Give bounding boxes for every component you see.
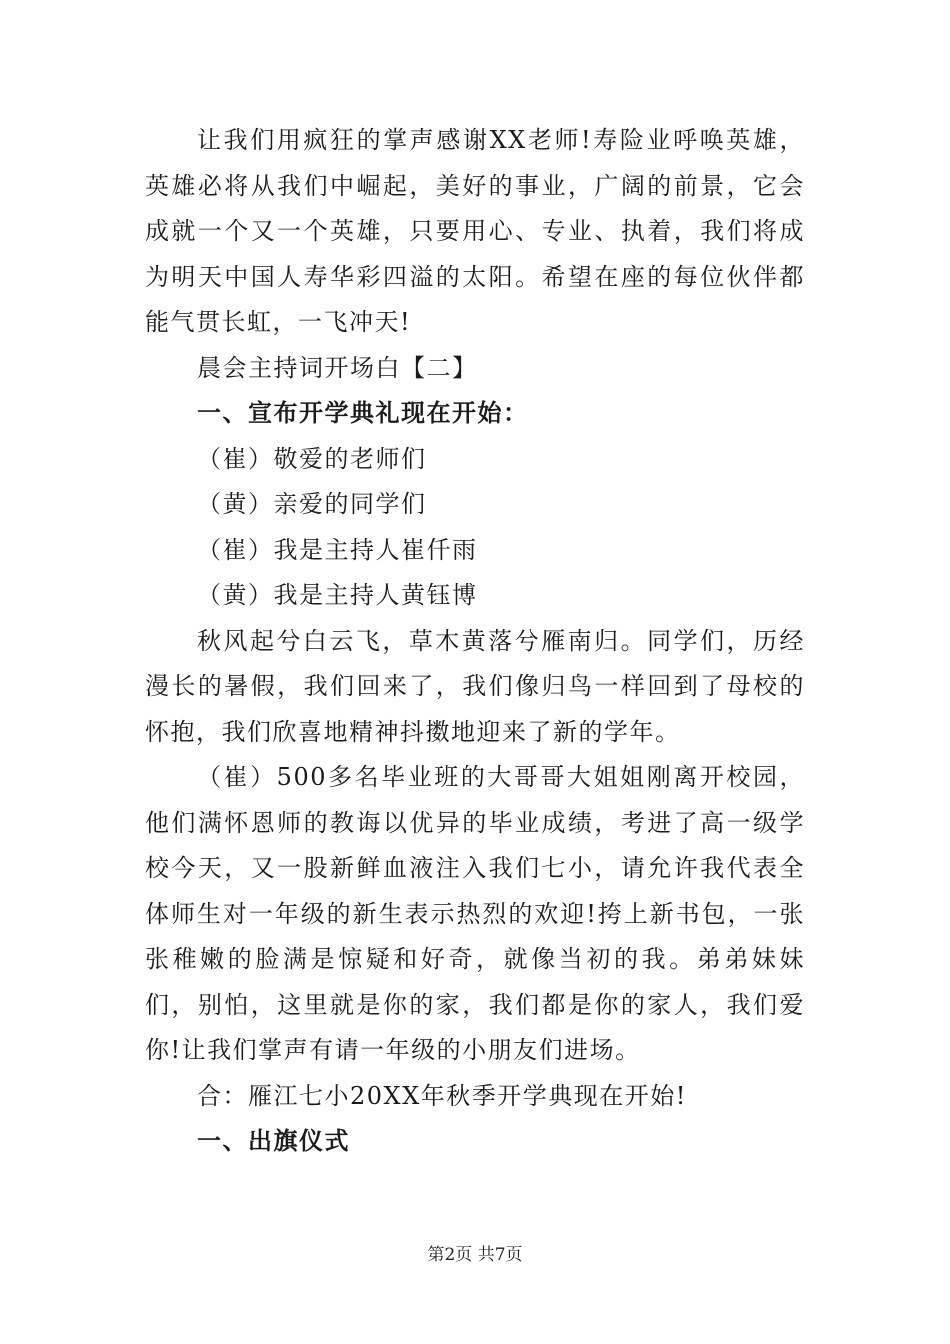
heading-announce-ceremony: 一、宣布开学典礼现在开始： <box>197 399 529 427</box>
paragraph-welcome-freshmen: （崔）500多名毕业班的大哥哥大姐姐刚离开校园，他们满怀恩师的教诲以优异的毕业成绩，考进了高一级学校今天，又一股新鲜血液注入我们七小，请允许我代表全体师生对一年级的新生表示热烈的欢迎!挎上新书包，一张张稚嫩的脸满是惊疑和好奇，就像当初的我。弟弟妹妹们，别怕，这里就是你的家，我们都是你的家人，我们爱你!让我们掌声有请一年级的小朋友们进场。 <box>145 763 805 1064</box>
paragraph-closing-thanks: 让我们用疯狂的掌声感谢XX老师!寿险业呼唤英雄，英雄必将从我们中崛起，美好的事业，广阔的前景，它会成就一个又一个英雄，只要用心、专业、执着，我们将成为明天中国人寿华彩四溢的太阳。希望在座的每位伙伴都能气贯长虹，一飞冲天! <box>145 126 805 336</box>
paragraph-autumn-return: 秋风起兮白云飞，草木黄落兮雁南归。同学们，历经漫长的暑假，我们回来了，我们像归鸟一样回到了母校的怀抱，我们欣喜地精神抖擞地迎来了新的学年。 <box>145 626 805 746</box>
line-dear-students: （黄）亲爱的同学们 <box>197 490 427 518</box>
line-ceremony-begins: 合：雁江七小20XX年秋季开学典现在开始! <box>197 1081 687 1110</box>
document-body <box>145 118 805 1165</box>
heading-flag-ceremony: 一、出旗仪式 <box>197 1127 350 1155</box>
line-host-huang: （黄）我是主持人黄钰博 <box>197 581 478 609</box>
line-host-cui: （崔）我是主持人崔仟雨 <box>197 535 478 564</box>
page-number-footer: 第2页 共7页 <box>427 1245 523 1265</box>
line-dear-teachers: （崔）敬爱的老师们 <box>197 444 427 473</box>
section-title-opening-two: 晨会主持词开场白【二】 <box>197 353 478 382</box>
